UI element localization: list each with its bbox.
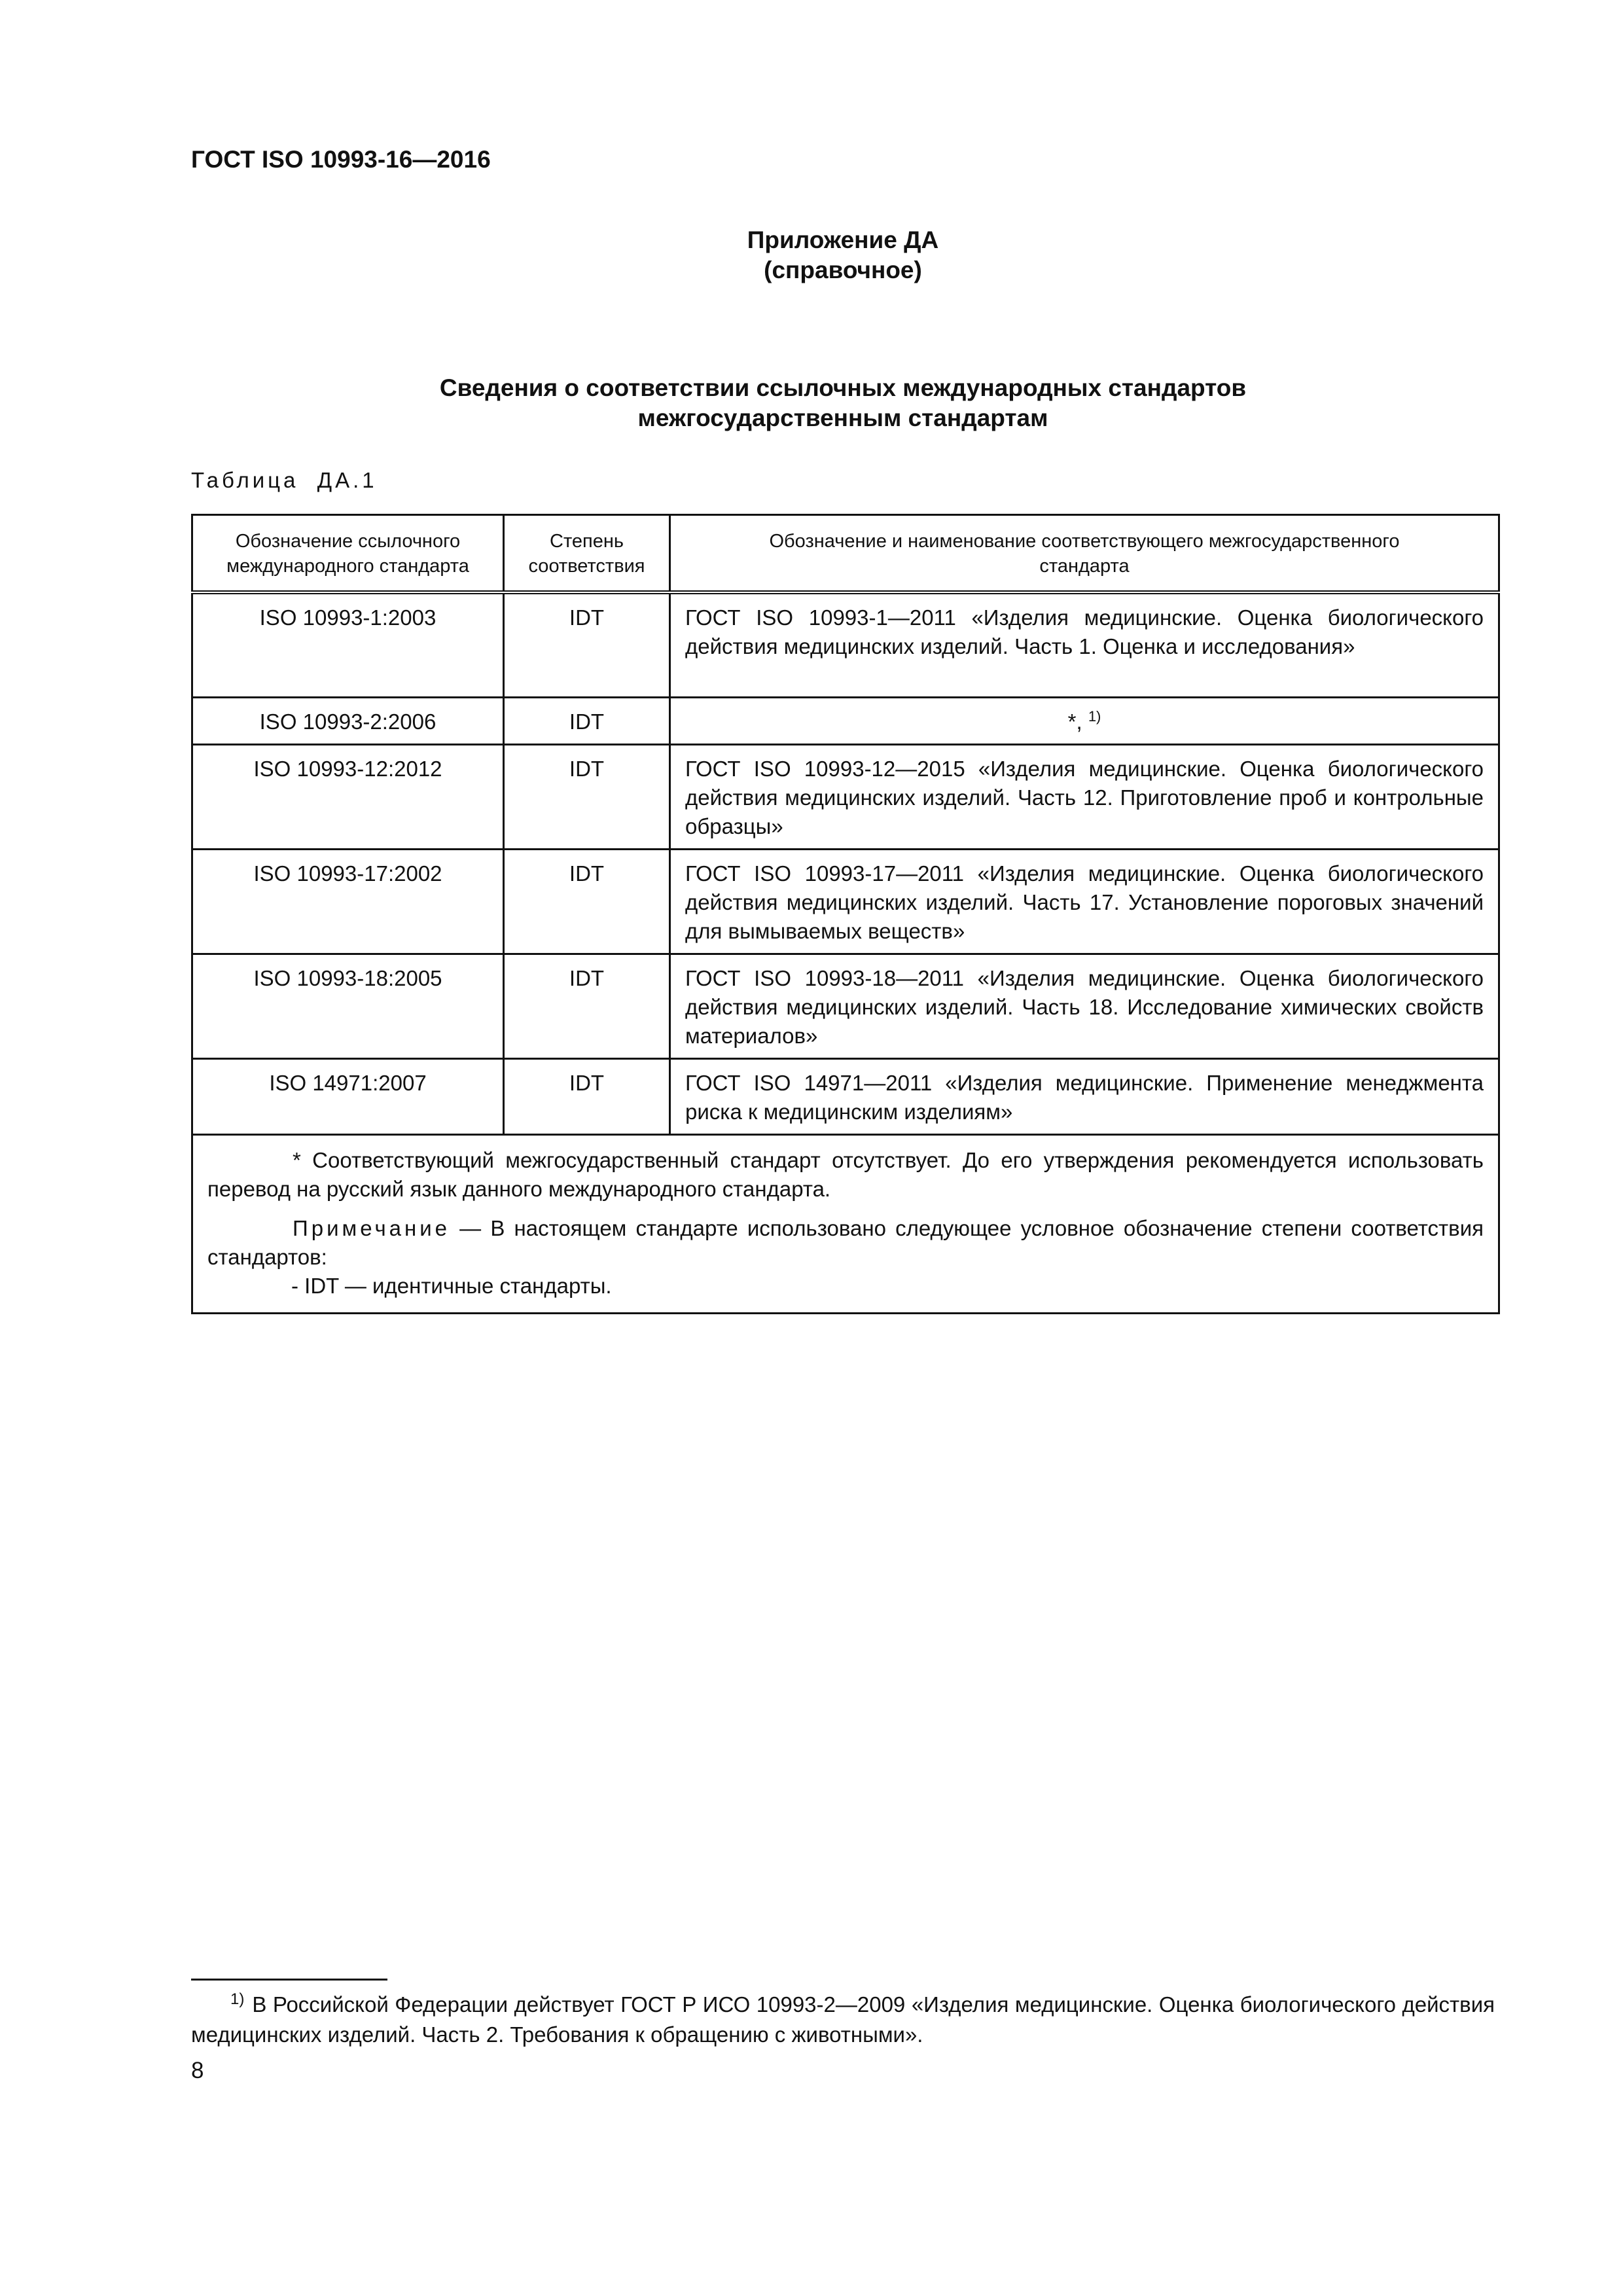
missing-standard-mark: *, [1067, 709, 1082, 734]
ref-standard-cell: ISO 10993-12:2012 [192, 744, 504, 849]
ref-standard-cell: ISO 10993-17:2002 [192, 849, 504, 954]
ref-standard-cell: ISO 10993-1:2003 [192, 592, 504, 697]
interstate-standard-cell: ГОСТ ISO 14971—2011 «Изделия медицинские. Применение менеджмента риска к медицинским изделиям» [670, 1058, 1499, 1134]
table-note [207, 1214, 1484, 1300]
annex-heading [191, 225, 1495, 285]
note-text: — В настоящем стандарте использовано следующее условное обозначение степени соответствия стандартов: [207, 1215, 1484, 1269]
table-notes-cell [192, 1134, 1499, 1313]
degree-cell: IDT [504, 592, 670, 697]
interstate-standard-cell: ГОСТ ISO 10993-1—2011 «Изделия медицинские. Оценка биологического действия медицинских изделий. Часть 1. Оценка и исследования» [670, 592, 1499, 697]
note-label: Примечание [293, 1215, 451, 1240]
correspondence-table [191, 514, 1500, 1314]
table-row [192, 954, 1499, 1058]
degree-cell: IDT [504, 744, 670, 849]
ref-standard-cell: ISO 14971:2007 [192, 1058, 504, 1134]
table-row [192, 744, 1499, 849]
table-row [192, 849, 1499, 954]
table-header-row [192, 515, 1499, 593]
table-row [192, 592, 1499, 697]
section-title-line-1: Сведения о соответствии ссылочных международных стандартов [439, 374, 1247, 401]
table-row [192, 1058, 1499, 1134]
star-footnote: * Соответствующий межгосударственный стандарт отсутствует. До его утверждения рекомендуется использовать перевод на русский язык данного международного стандарта. [207, 1147, 1484, 1201]
page-footnote [191, 1990, 1495, 2050]
degree-cell: IDT [504, 697, 670, 744]
annex-type: (справочное) [764, 257, 922, 283]
header-degree: Степень соответствия [504, 515, 670, 593]
degree-cell: IDT [504, 849, 670, 954]
section-title-line-2: межгосударственным стандартам [637, 404, 1048, 431]
degree-cell: IDT [504, 1058, 670, 1134]
note-item: - IDT — идентичные стандарты. [291, 1273, 612, 1298]
page-number: 8 [191, 2058, 204, 2083]
section-title [191, 373, 1495, 433]
footnote-ref-1: 1) [1088, 708, 1101, 725]
document-code: ГОСТ ISO 10993-16—2016 [191, 146, 491, 173]
ref-standard-cell: ISO 10993-2:2006 [192, 697, 504, 744]
interstate-standard-cell: ГОСТ ISO 10993-18—2011 «Изделия медицинские. Оценка биологического действия медицинских изделий. Часть 18. Исследование химических свойств материалов» [670, 954, 1499, 1058]
table-caption-id: ДА.1 [317, 468, 378, 492]
interstate-standard-cell [670, 697, 1499, 744]
footnote-separator [191, 1979, 387, 1981]
header-interstate-standard: Обозначение и наименование соответствующего межгосударственного стандарта [670, 515, 1499, 593]
interstate-standard-cell: ГОСТ ISO 10993-17—2011 «Изделия медицинские. Оценка биологического действия медицинских изделий. Часть 17. Установление пороговых значений для вымываемых веществ» [670, 849, 1499, 954]
ref-standard-cell: ISO 10993-18:2005 [192, 954, 504, 1058]
table-row [192, 697, 1499, 744]
table-caption-prefix: Таблица [191, 468, 299, 492]
footnote-text: В Российской Федерации действует ГОСТ Р ИСО 10993-2—2009 «Изделия медицинские. Оценка биологического действия медицинских изделий. Часть 2. Требования к обращению с животными». [191, 1992, 1495, 2047]
interstate-standard-cell: ГОСТ ISO 10993-12—2015 «Изделия медицинские. Оценка биологического действия медицинских изделий. Часть 12. Приготовление проб и контрольные образцы» [670, 744, 1499, 849]
degree-cell: IDT [504, 954, 670, 1058]
annex-title: Приложение ДА [747, 226, 939, 253]
footnote-mark: 1) [230, 1990, 245, 2008]
header-ref-standard: Обозначение ссылочного международного стандарта [192, 515, 504, 593]
table-caption [191, 467, 378, 493]
table-notes-row [192, 1134, 1499, 1313]
